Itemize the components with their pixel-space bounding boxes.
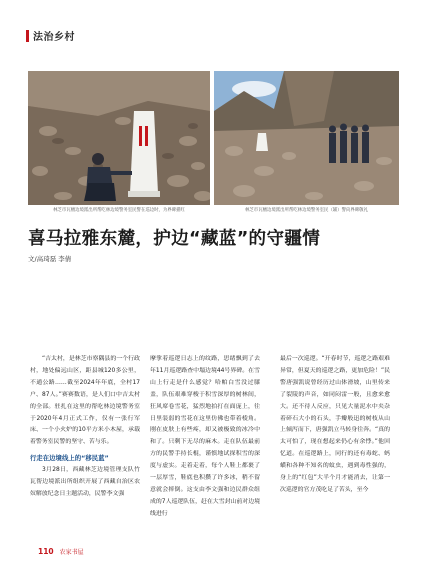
page-footer bbox=[38, 547, 84, 556]
photo-2-caption: 林芝市瓦檀边境派出所帮吃林边境警务室民（辅）警向界碑敬礼 bbox=[245, 208, 368, 213]
section-header bbox=[26, 29, 75, 42]
paragraph-intro: “吉太村，是林芝市察隅县的一个行政村，地处偏远山区，距县城120多公里，不通公路……截至2024年年底，全村17户、87人。”赛赛数语，是人们口中吉太村的全部。驻扎在这里的帮吃林边境警务室于2020年4月正式工作，仅有一张行军床、一个小火炉的10平方米小木屋，承载着警务室民警的坚守、苦与乐。 bbox=[30, 356, 140, 446]
paragraph-danger: 最后一次巡逻。“开春时节，巡逻之路艰难异常，但夏天的巡逻之路，更加危险！”民警唐强凯说曾经历过山体滑坡，山里传来了裂陵的声音，如同闷雷一般，且愈来愈大。还不待人反应，只见大量泥水中夹杂着碎石大小的石头，手瓣般迅的树枝从山上倾泻而下，唐强凯立马转身往奔。“真的太可怕了，现在想起来仍心有余悸。”他回忆道。在巡逻路上，同行的还有毒蛇、蚂蟥和各种不知名的蚊虫，遇到毒性强的，身上的“红包”大半个月才能消去，让第一次巡逻的官方茂吃足了苦头，至今 bbox=[280, 356, 390, 493]
section-subheading: 行走在边境线上的“移民蓝” bbox=[30, 454, 109, 462]
paragraph-patrol: 摩挲着巡逻日志上的纹路，思绪飘到了去年11月巡逻路查中塌边境44号界碑。在雪山上行走是什么感觉？哈帕白雪没过膝盖，队伍艰难穿梭于积雪深厚的树林间，狂风席卷雪花，猛烈地拍打在面庞上，往日里装弱的雪花在这里仿佛也带着棱角。刚在皮肤上有些疼，却又被极致的冰冷中和了。只剩下无尽的麻木。走在队伍最前方的民警手持长棍，谨慎地试探积雪的深度与虚实。走着走着，每个人鞋上都裹了一层厚雪，鞋底也积攒了许多冰，稍不留意就会摔倒。这支由李文强和边民群众组成的7人巡逻队伍，赶在大雪封山前对边境线进行 bbox=[150, 356, 260, 517]
paragraph-march: 3月28日，西藏林芝边境管理支队竹瓦帮边境派出所组织开展了西藏自治区农奴解放纪念日主题活动，民警李文强 bbox=[30, 467, 140, 497]
photo-border-salute bbox=[214, 71, 399, 205]
photo-border-marker-painting bbox=[28, 71, 210, 205]
section-title: 法治乡村 bbox=[33, 32, 75, 43]
photo-1-illustration bbox=[28, 71, 210, 205]
column-1-bottom bbox=[30, 465, 140, 501]
page-number: 110 bbox=[38, 547, 54, 556]
photo-2-illustration bbox=[214, 71, 399, 205]
magazine-name: 农家书屋 bbox=[59, 549, 84, 556]
article-headline: 喜马拉雅东麓，护边“藏蓝”的守疆情 bbox=[28, 229, 321, 249]
photo-1-caption: 林芝市瓦檀边境派出所帮吃林边境警务室民警在巡边时，为界碑描红 bbox=[53, 208, 185, 213]
article-byline: 文/高琦磊 李倩 bbox=[28, 255, 72, 263]
column-2 bbox=[150, 354, 260, 521]
section-marker bbox=[26, 30, 29, 42]
column-1-top bbox=[30, 354, 140, 449]
column-3 bbox=[280, 354, 390, 497]
